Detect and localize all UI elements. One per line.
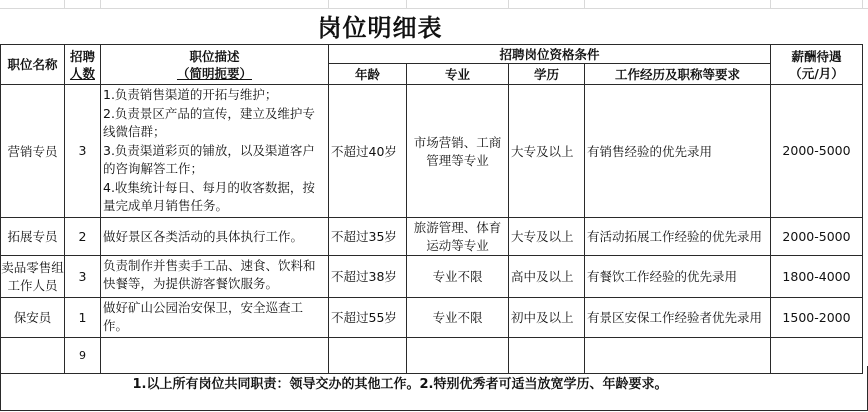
- table-row: [1, 255, 863, 297]
- cell-count: 2: [65, 217, 101, 255]
- cell-salary: 1800-4000: [771, 255, 863, 297]
- footnote-text: 1.以上所有岗位共同职责：领导交办的其他工作。2.特别优秀者可适当放宽学历、年龄要求。: [132, 377, 668, 392]
- cell-count: 3: [65, 85, 101, 218]
- table-row: [1, 297, 863, 337]
- table-row: [1, 85, 863, 218]
- cell-age: 不超过55岁: [329, 297, 407, 337]
- header-major: 专业: [407, 64, 509, 85]
- cell-position-name: 拓展专员: [1, 217, 65, 255]
- header-education: 学历: [509, 64, 585, 85]
- cell-position-name: 卖品零售组 工作人员: [1, 255, 65, 297]
- header-count: 招聘 人数: [65, 45, 101, 85]
- cell-education: 大专及以上: [509, 217, 585, 255]
- header-row-1: [1, 45, 863, 64]
- cell-major: 市场营销、工商 管理等专业: [407, 85, 509, 218]
- cell-description: 1.负责销售渠道的开拓与维护； 2.负责景区产品的宣传，建立及维护专 线微信群； 3.负责渠道彩页的铺放，以及渠道客户 的咨询解答工作； 4.收集统计每日、每月的收客数据，按 量完成单月销售任务。: [101, 85, 329, 218]
- cell-age: 不超过38岁: [329, 255, 407, 297]
- cell-description: 负责制作并售卖手工品、速食、饮料和 快餐等，为提供游客餐饮服务。: [101, 255, 329, 297]
- cell-major: 专业不限: [407, 255, 509, 297]
- cell-position-name: 营销专员: [1, 85, 65, 218]
- table-row: [1, 217, 863, 255]
- cell-description: 做好矿山公园治安保卫，安全巡查工 作。: [101, 297, 329, 337]
- cell-salary: 1500-2000: [771, 297, 863, 337]
- header-position-name: 职位名称: [1, 45, 65, 85]
- cell-experience: 有活动拓展工作经验的优先录用: [585, 217, 771, 255]
- cell-total-count: 9: [65, 337, 101, 373]
- cell-education: 高中及以上: [509, 255, 585, 297]
- cell-salary: 2000-5000: [771, 217, 863, 255]
- header-experience: 工作经历及职称等要求: [585, 64, 771, 85]
- cell-age: 不超过40岁: [329, 85, 407, 218]
- cell-age: 不超过35岁: [329, 217, 407, 255]
- cell-salary: 2000-5000: [771, 85, 863, 218]
- cell-education: 初中及以上: [509, 297, 585, 337]
- cell-description: 做好景区各类活动的具体执行工作。: [101, 217, 329, 255]
- page-title: 岗位明细表: [317, 14, 443, 42]
- job-details-table: [0, 44, 863, 374]
- header-salary: 薪酬待遇 （元/月）: [771, 45, 863, 85]
- cell-experience: 有销售经验的优先录用: [585, 85, 771, 218]
- header-age: 年龄: [329, 64, 407, 85]
- cell-experience: 有景区安保工作经验者优先录用: [585, 297, 771, 337]
- cell-count: 1: [65, 297, 101, 337]
- header-qualifications: 招聘岗位资格条件: [329, 45, 771, 64]
- cell-major: 专业不限: [407, 297, 509, 337]
- cell-experience: 有餐饮工作经验的优先录用: [585, 255, 771, 297]
- cell-education: 大专及以上: [509, 85, 585, 218]
- header-description: 职位描述 （简明扼要）: [101, 45, 329, 85]
- cell-position-name: 保安员: [1, 297, 65, 337]
- cell-count: 3: [65, 255, 101, 297]
- cell-major: 旅游管理、体育 运动等专业: [407, 217, 509, 255]
